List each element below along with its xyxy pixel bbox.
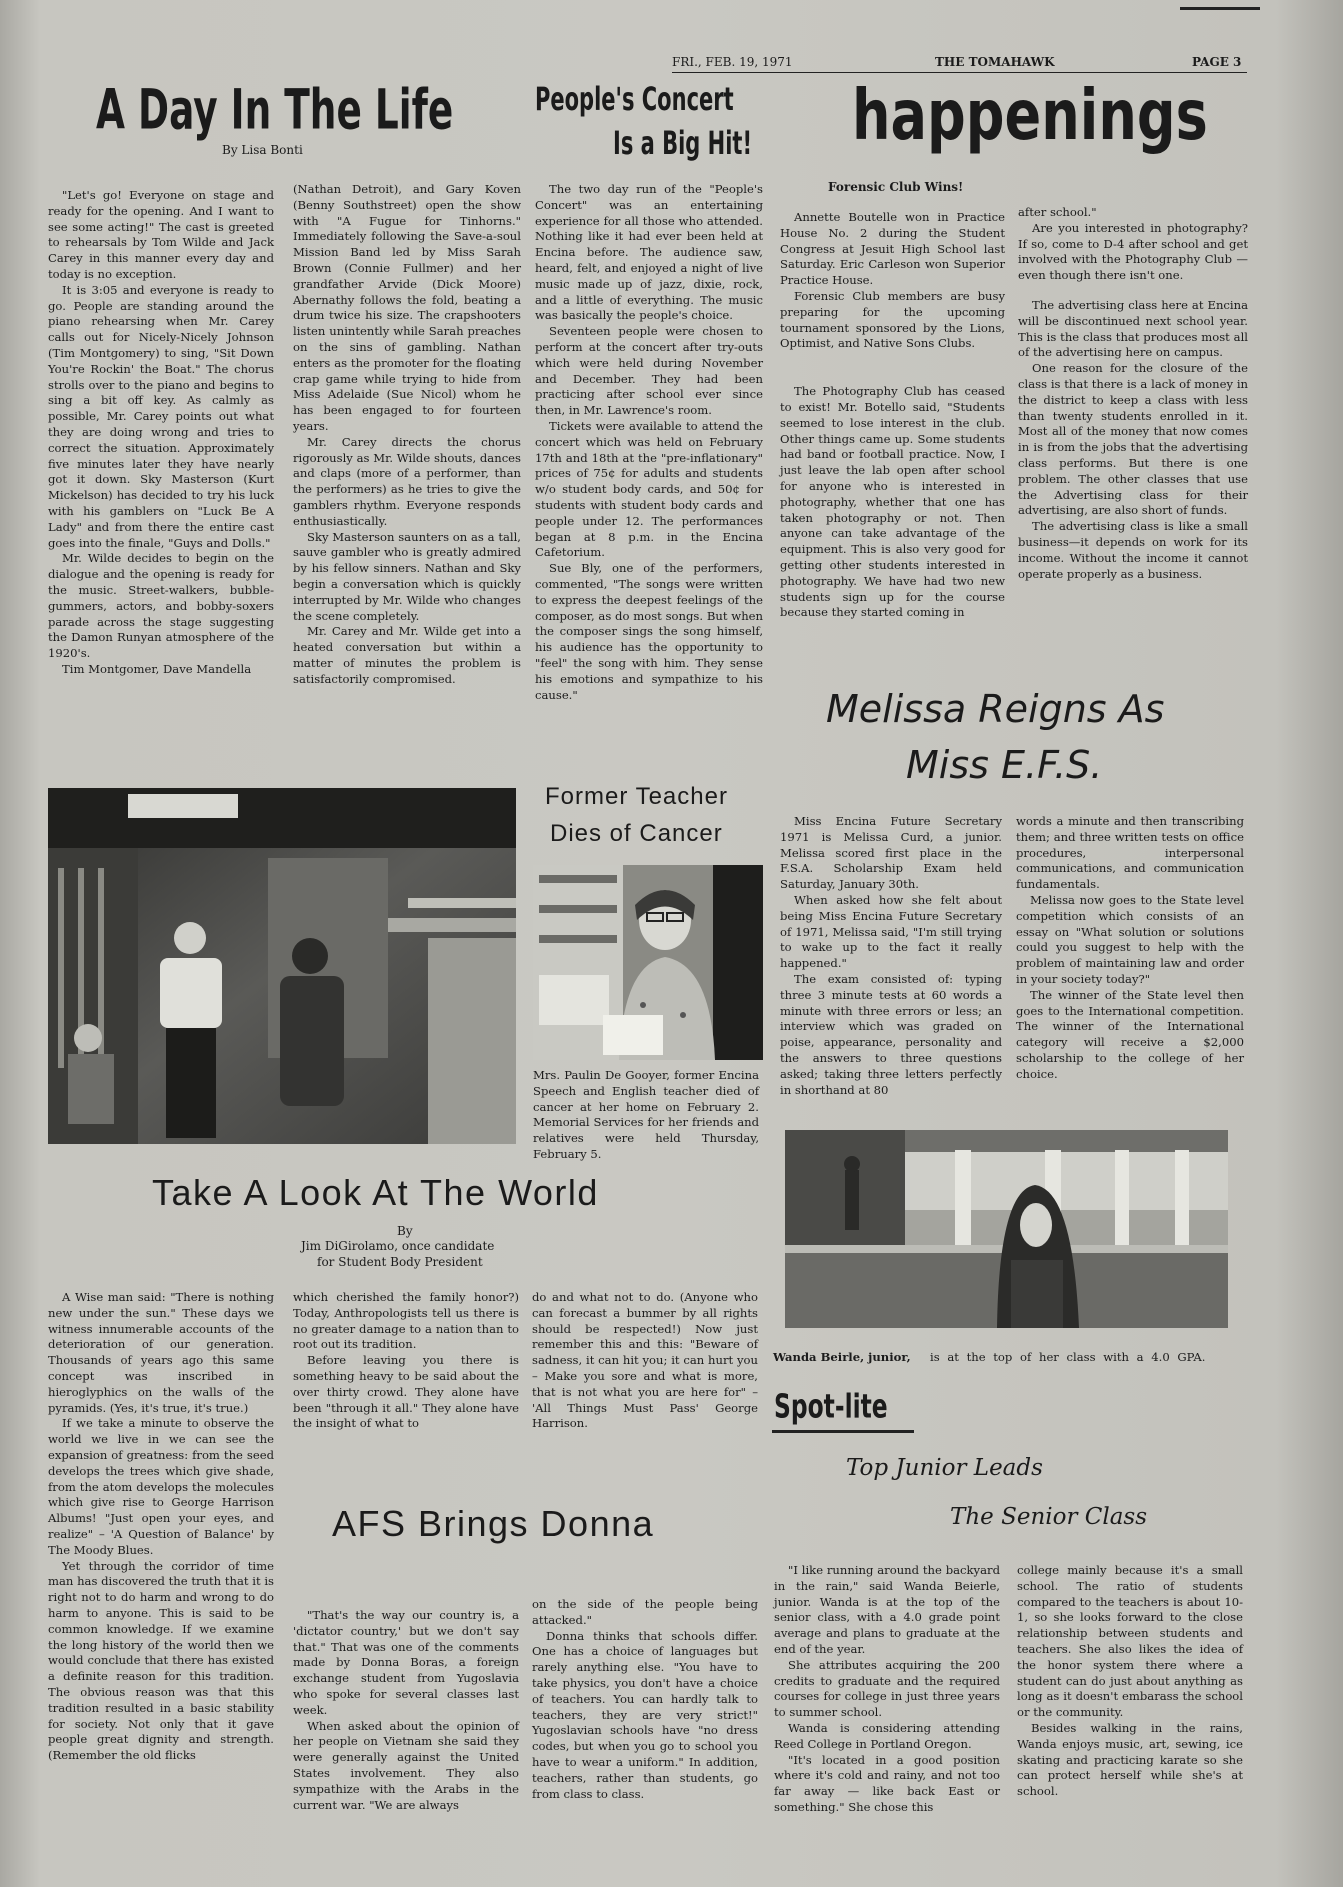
paragraph: Sky Masterson saunters on as a tall, sauve gambler who is greatly admired by his fellow sinners. Nathan and Sky begin a conversation which is quickly interrupted by Mr. Wilde who changes the scene completely. — [293, 529, 521, 623]
paragraph: If we take a minute to observe the world we live in we can see the expansion of greatness: from the seed develops the trees which give shade, from the atom develops the molecules which give rise to George Harrison Albums! "Just open your eyes, and realize" – 'A Question of Balance' by The Moody Blues. — [48, 1416, 274, 1557]
world-by: By — [397, 1224, 413, 1238]
world-col3 — [532, 1290, 758, 1432]
paragraph: words a minute and then transcribing them; and three written tests on office procedures, interpersonal communications, and communication fundamentals. — [1016, 814, 1244, 892]
paragraph: Mr. Carey and Mr. Wilde get into a heated conversation but within a matter of minutes the problem is satisfactorily compromised. — [293, 624, 521, 686]
paragraph: "I like running around the backyard in the rain," said Wanda Beierle, junior. Wanda is at the top of the senior class, with a 4.0 grade point average and plans to graduate at the end of the year. — [774, 1563, 1000, 1656]
melissa-headline-line1: Melissa Reigns As — [826, 687, 1165, 731]
paragraph: When asked about the opinion of her people on Vietnam she said they were generally against the United States involvement. They also sympathize with the Arabs in the current war. "We are always — [293, 1718, 519, 1812]
concert-headline-line2: Is a Big Hit! — [613, 124, 753, 162]
melissa-headline-line2: Miss E.F.S. — [906, 743, 1103, 787]
paragraph: Yet through the corridor of time man has discovered the truth that it is right not to do harm and wrong to do harm to anyone. This is said to be common knowledge. If we examine the long history of the world then we would conclude that there has existed a definite reason for this tradition. The obvious reason was that this tradition resulted in a basic stability for society. Not only that it gave people great dignity and strength. (Remember the old flicks — [48, 1558, 274, 1763]
melissa-col1 — [780, 814, 1002, 1098]
teacher-photo-image — [533, 865, 763, 1060]
happenings-headline: happenings — [852, 75, 1208, 156]
paragraph: Mr. Wilde decides to begin on the dialogue and the opening is ready for the music. Street-walkers, bubble-gummers, actors, and bobby-soxers parade across the stage suggesting the Damon Runyan atmosphere of the 1920's. — [48, 551, 274, 661]
paragraph: Sue Bly, one of the performers, commented, "The songs were written to express the deepest feelings of the composer, as do most songs. But when the composer sings the song himself, his audience has the opportunity to "feel" the song with him. They sense his emotions and sympathize to his cause." — [535, 561, 763, 702]
wanda-col1 — [774, 1563, 1000, 1816]
wanda-photo-image — [785, 1130, 1228, 1328]
paragraph: Wanda is considering attending Reed College in Portland Oregon. — [774, 1720, 1000, 1751]
paragraph: "Let's go! Everyone on stage and ready for the opening. And I want to see some acting!" The cast is greeted to rehearsals by Tom Wilde and Jack Carey in this manner every day and today is no exception. — [48, 188, 274, 281]
paragraph: Tim Montgomer, Dave Mandella — [62, 661, 252, 676]
rehearsal-photo-image — [48, 788, 516, 1144]
world-col2 — [293, 1290, 519, 1432]
paragraph: Donna thinks that schools differ. One has a choice of languages but rarely anything else. "You have to take physics, you don't have a choice of teachers. You can hardly talk to teachers, they are very strict!" Yugoslavian schools have "no dress codes, but when you go to school you have to wear a uniform." In addition, teachers, rather than students, go from class to class. — [532, 1628, 758, 1801]
day-in-life-col2 — [293, 182, 521, 688]
paragraph: The advertising class is like a small business—it depends on work for its income. Without the income it cannot operate properly as a business. — [1018, 519, 1248, 581]
paragraph: do and what not to do. (Anyone who can forecast a bummer by all rights should be respected!) Now just remember this and this: "Beware of sadness, it can hit you; it can hurt you – Make you sore and what is more, that is not what you are here for" – 'All Things Must Pass' George Harrison. — [532, 1290, 758, 1431]
paragraph: The Photography Club has ceased to exist! Mr. Botello said, "Students seemed to lose interest in the club. Other things came up. Some students had band or football practice. Now, I just leave the lab open after school for anyone who is interested in photography, whether that one has taken photography or not. Then anyone can take advantage of the equipment. This is also very good for getting other students interested in photography. We have had two new students sign up for the course because they started coming in — [780, 384, 1005, 620]
world-headline: Take A Look At The World — [152, 1172, 599, 1213]
paragraph: "It's located in a good position where it's cold and rainy, and not too far away — like back East or something." She chose this — [774, 1752, 1000, 1814]
paragraph: A Wise man said: "There is nothing new under the sun." These days we witness innumerable accounts of the deterioration of our generation. Thousands of years ago this same concept was inscribed in hieroglyphics on the walls of the pyramids. (Yes, it's true, it's true.) — [48, 1290, 274, 1415]
afs-col1 — [293, 1608, 519, 1813]
paragraph: Forensic Club members are busy preparing for the upcoming tournament sponsored by the Lions, Optimist, and Native Sons Clubs. — [780, 288, 1005, 351]
paragraph: Are you interested in photography? If so, come to D-4 after school and get involved with the Photography Club — even though there isn't one. — [1018, 220, 1248, 283]
paragraph: (Nathan Detroit), and Gary Koven (Benny Southstreet) open the show with "A Fugue for Tinhorns." Immediately following the Save-a-soul Mission Band led by Miss Sarah Brown (Connie Fullmer) and her grandfather Arvide (Dick Moore) Abernathy follows the fold, beating a drum twice his size. The crapshooters listen unintently while Sarah preaches on the sins of gambling. Nathan enters as the promoter for the floating crap game while trying to hide from Miss Adelaide (Sue Nicol) whom he has been engaged to for fourteen years. — [293, 182, 521, 433]
spotlite-underline — [772, 1430, 914, 1433]
wanda-photo — [785, 1130, 1228, 1328]
paragraph: on the side of the people being attacked." — [532, 1597, 758, 1627]
top-corner-rule — [1180, 7, 1260, 10]
paragraph: Besides walking in the rains, Wanda enjoys music, art, sewing, ice skating and practicing karate so she can protect herself while she's at school. — [1017, 1720, 1243, 1799]
concert-headline-line1: People's Concert — [535, 80, 734, 118]
paragraph: Mr. Carey directs the chorus rigorously as Mr. Wilde shouts, dances and claps (more of a performer, than the performers) as he tries to give the gamblers rhythm. Everyone responds enthusiastically. — [293, 434, 521, 528]
wanda-headline-line1: Top Junior Leads — [846, 1455, 1043, 1481]
paragraph: Before leaving you there is something heavy to be said about the over thirty crowd. They alone have been "through it all." They alone have the insight of what to — [293, 1353, 519, 1431]
paragraph: One reason for the closure of the class is that there is a lack of money in the district to keep a class with less than twenty students enrolled in it. Most all of the money that now comes in is from the jobs that the advertising class performs. But there is one problem. The other classes that use the Advertising class for their advertising, are also short of funds. — [1018, 361, 1248, 518]
world-author-line1: Jim DiGirolamo, once candidate — [301, 1239, 495, 1253]
paragraph: She attributes acquiring the 200 credits to graduate and the required courses for college in just three years to summer school. — [774, 1657, 1000, 1720]
forensic-headline: Forensic Club Wins! — [828, 180, 964, 194]
concert-article — [535, 182, 763, 703]
day-in-life-headline: A Day In The Life — [96, 78, 454, 143]
teacher-headline-line1: Former Teacher — [545, 783, 728, 810]
happenings-col2 — [1018, 205, 1248, 582]
day-in-life-col1 — [48, 188, 274, 678]
paper-name: THE TOMAHAWK — [935, 55, 1055, 69]
paragraph: Tickets were available to attend the concert which was held on February 17th and 18th at the "pre-inflationary" prices of 75¢ for adults and students w/o student body cards, and 50¢ for students with student body cards and people under 12. The performances began at 8 p.m. in the Encina Cafetorium. — [535, 418, 763, 560]
paragraph: which cherished the family honor?) Today, Anthropologists tell us there is no greater damage to a nation than to root out its tradition. — [293, 1290, 519, 1352]
afs-headline: AFS Brings Donna — [332, 1503, 655, 1544]
teacher-caption: Mrs. Paulin De Gooyer, former Encina Speech and English teacher died of cancer at her home on February 2. Memorial Services for her friends and relatives were held Thursday, February 5. — [533, 1068, 759, 1161]
paragraph: When asked how she felt about being Miss Encina Future Secretary of 1971, Melissa said, "I'm still trying to wake up to the fact it really happened." — [780, 892, 1002, 971]
paragraph: "That's the way our country is, a 'dictator country,' but we don't say that." That was one of the comments made by Donna Boras, a foreign exchange student from Yugoslavia who spoke for several classes last week. — [293, 1608, 519, 1717]
page-number: PAGE 3 — [1192, 55, 1242, 69]
paragraph: Seventeen people were chosen to perform at the concert after try-outs which were held during November and December. They had been practicing after school ever since then, in Mr. Lawrence's room. — [535, 324, 763, 418]
issue-date: FRI., FEB. 19, 1971 — [672, 55, 793, 69]
day-in-life-byline: By Lisa Bonti — [222, 143, 303, 157]
spotlite-heading: Spot-lite — [774, 1388, 888, 1427]
paragraph: The winner of the State level then goes to the International competition. The winner of the International category will receive a $2,000 scholarship to the college of her choice. — [1016, 987, 1244, 1081]
world-author-line2: for Student Body President — [317, 1255, 483, 1269]
afs-col2 — [532, 1597, 758, 1802]
paragraph: Annette Boutelle won in Practice House No. 2 during the Student Congress at Jesuit High School last Saturday. Eric Carleson won Superior Practice House. — [780, 210, 1005, 288]
paragraph: after school." — [1018, 205, 1097, 219]
paragraph: The two day run of the "People's Concert" was an entertaining experience for all those who attended. Nothing like it had ever been held at Encina before. The audience saw, heard, felt, and enjoyed a night of live music made up of jazz, dixie, rock, and a little of everything. The music was basically the people's choice. — [535, 182, 763, 323]
header-rule — [672, 72, 1247, 73]
wanda-col2 — [1017, 1563, 1243, 1800]
paragraph: The exam consisted of: typing three 3 minute tests at 60 words a minute with three errors or less; an interview which was graded on poise, appearance, personality and the answers to three questions asked; taking three letters perfectly in shorthand at 80 — [780, 971, 1002, 1097]
melissa-col2 — [1016, 814, 1244, 1083]
paragraph: Melissa now goes to the State level competition which consists of an essay on "What solution or solutions could you suggest to help with the problem of maintaining law and order in your society today?" — [1016, 892, 1244, 986]
paragraph: Miss Encina Future Secretary 1971 is Melissa Curd, a junior. Melissa scored first place in the F.S.A. Scholarship Exam held Saturday, January 30th. — [780, 814, 1002, 892]
wanda-headline-line2: The Senior Class — [950, 1504, 1148, 1530]
wanda-caption-text: is at the top of her class with a 4.0 GPA. — [930, 1350, 1206, 1364]
wanda-caption-name: Wanda Beirle, junior, — [773, 1350, 911, 1364]
world-col1 — [48, 1290, 274, 1764]
paragraph: The advertising class here at Encina will be discontinued next school year. This is the class that produces most all of the advertising here on campus. — [1018, 297, 1248, 360]
happenings-col1 — [780, 210, 1005, 621]
rehearsal-photo — [48, 788, 516, 1144]
teacher-photo — [533, 865, 763, 1060]
paragraph: It is 3:05 and everyone is ready to go. People are standing around the piano rehearsing when Mr. Carey calls out for Nicely-Nicely Johnson (Tim Montgomery) to sing, "Sit Down You're Rockin' the Boat." The chorus strolls over to the piano and begins to sing a bit off key. As calmly as possible, Mr. Carey points out what they are doing wrong and tries to correct the situation. Approximately five minutes later they have nearly got it down. Sky Masterson (Kurt Mickelson) has decided to try his luck with his gamblers on "Luck Be A Lady" and from there the entire cast goes into the finale, "Guys and Dolls." — [48, 282, 274, 550]
teacher-headline-line2: Dies of Cancer — [550, 820, 723, 847]
paragraph: college mainly because it's a small school. The ratio of students compared to the teachers is about 10-1, so she looks forward to the close relationship between students and teachers. She also likes the idea of the honor system there where a student can do just about anything as long as it doesn't embarass the school or the community. — [1017, 1563, 1243, 1720]
